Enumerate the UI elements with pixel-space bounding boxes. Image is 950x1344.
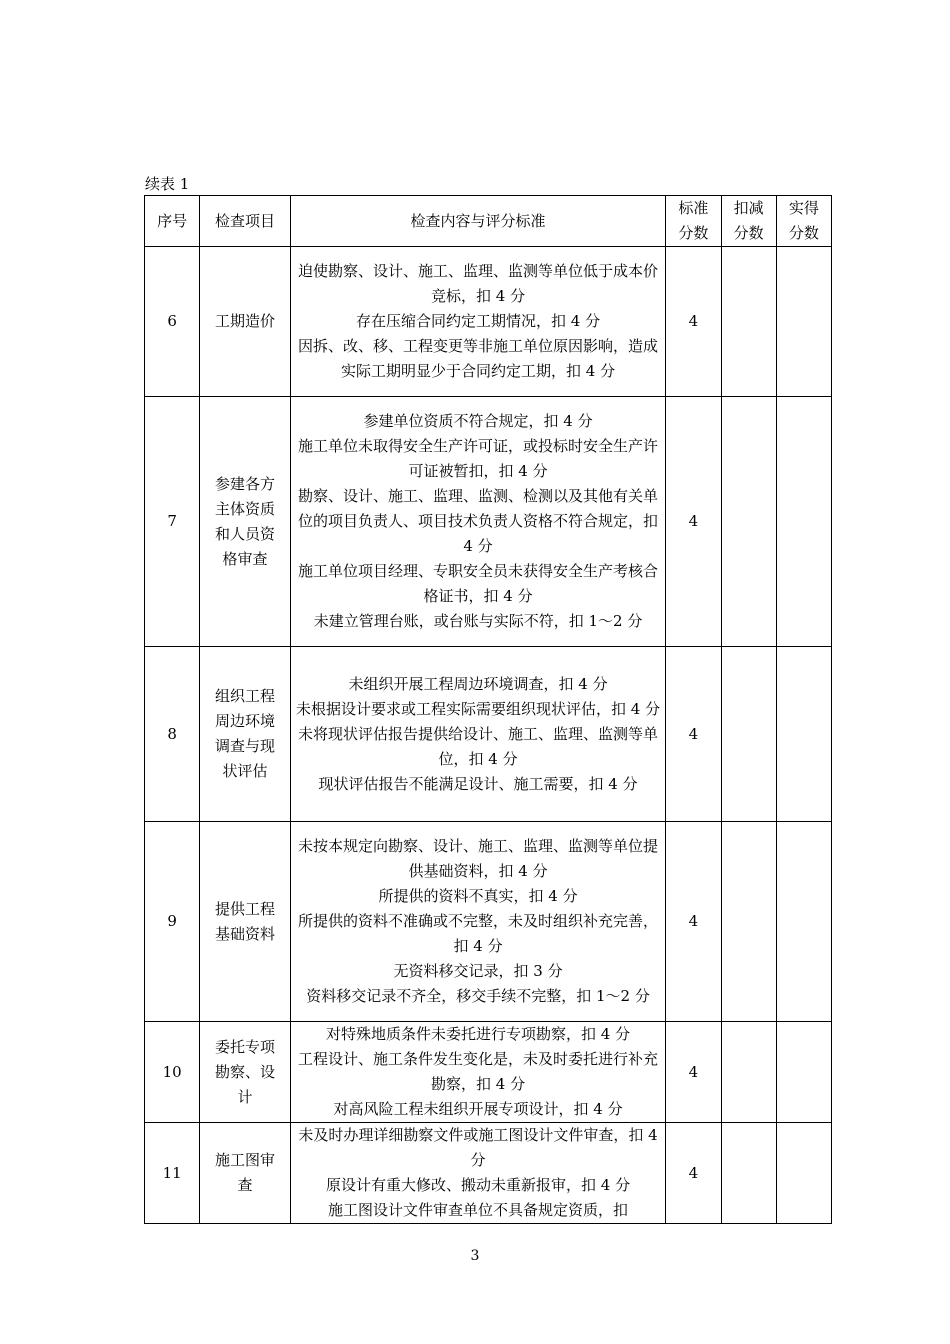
row-standard-score: 4 (666, 1123, 721, 1224)
row-deduct-score (721, 1123, 776, 1224)
header-actual-score (776, 196, 831, 247)
header-deduct-score (721, 196, 776, 247)
row-content (290, 397, 666, 647)
row-standard-score: 4 (666, 247, 721, 397)
row-actual-score (776, 397, 831, 647)
row-no: 11 (145, 1123, 200, 1224)
content-line: 施工单位未取得安全生产许可证，或投标时安全生产许可证被暂扣，扣 4 分 (298, 437, 659, 480)
header-deduct-l1: 扣减 (733, 199, 764, 217)
table-row (145, 1123, 832, 1224)
table-row (145, 647, 832, 822)
content-line: 无资料移交记录，扣 3 分 (393, 962, 563, 980)
row-deduct-score (721, 822, 776, 1022)
table-row (145, 1022, 832, 1123)
table-caption: 续表 1 (145, 175, 190, 193)
header-actual-l1: 实得 (788, 199, 819, 217)
row-item-text: 委托专项勘察、设计 (214, 1037, 275, 1106)
table-row (145, 247, 832, 397)
header-item: 检查项目 (200, 196, 291, 247)
header-actual-l2: 分数 (788, 224, 819, 242)
header-standard-score (666, 196, 721, 247)
row-content (290, 1022, 666, 1123)
header-no: 序号 (145, 196, 200, 247)
row-deduct-score (721, 397, 776, 647)
row-item (200, 1123, 291, 1224)
row-item-text: 参建各方主体资质和人员资格审查 (214, 474, 275, 568)
row-deduct-score (721, 1022, 776, 1123)
content-line: 对特殊地质条件未委托进行专项勘察，扣 4 分 (325, 1025, 631, 1043)
content-line: 原设计有重大修改、搬动未重新报审，扣 4 分 (325, 1176, 631, 1194)
row-standard-score: 4 (666, 822, 721, 1022)
content-line: 工程设计、施工条件发生变化是，未及时委托进行补充勘察，扣 4 分 (298, 1050, 659, 1093)
table-row (145, 397, 832, 647)
content-line: 未建立管理台账，或台账与实际不符，扣 1～2 分 (313, 612, 643, 630)
inspection-table (144, 195, 832, 1224)
row-content (290, 247, 666, 397)
row-actual-score (776, 822, 831, 1022)
row-item (200, 647, 291, 822)
content-line: 所提供的资料不真实，扣 4 分 (378, 887, 578, 905)
row-item (200, 822, 291, 1022)
row-no: 7 (145, 397, 200, 647)
row-standard-score: 4 (666, 647, 721, 822)
row-item-text: 工期造价 (214, 312, 275, 330)
row-deduct-score (721, 647, 776, 822)
row-no: 6 (145, 247, 200, 397)
row-item-text: 提供工程基础资料 (214, 899, 275, 943)
header-standard-l2: 分数 (678, 224, 709, 242)
row-actual-score (776, 247, 831, 397)
row-item (200, 1022, 291, 1123)
row-item (200, 397, 291, 647)
row-actual-score (776, 647, 831, 822)
row-item-text: 施工图审查 (214, 1151, 275, 1194)
content-line: 迫使勘察、设计、施工、监理、监测等单位低于成本价竞标，扣 4 分 (298, 262, 659, 305)
content-line: 施工单位项目经理、专职安全员未获得安全生产考核合格证书，扣 4 分 (298, 562, 659, 605)
content-line: 未根据设计要求或工程实际需要组织现状评估，扣 4 分 (295, 699, 661, 718)
row-no: 9 (145, 822, 200, 1022)
content-line: 未组织开展工程周边环境调查，扣 4 分 (348, 674, 608, 693)
content-line: 对高风险工程未组织开展专项设计，扣 4 分 (333, 1100, 623, 1118)
row-no: 8 (145, 647, 200, 822)
row-content (290, 822, 666, 1022)
content-line: 未及时办理详细勘察文件或施工图设计文件审查，扣 4 分 (298, 1126, 658, 1169)
row-content (290, 1123, 666, 1224)
row-actual-score (776, 1123, 831, 1224)
content-line: 现状评估报告不能满足设计、施工需要，扣 4 分 (318, 774, 638, 793)
content-line: 资料移交记录不齐全，移交手续不完整，扣 1～2 分 (306, 987, 650, 1005)
row-no: 10 (145, 1022, 200, 1123)
content-line: 参建单位资质不符合规定，扣 4 分 (363, 412, 593, 430)
header-content: 检查内容与评分标准 (290, 196, 666, 247)
row-item (200, 247, 291, 397)
header-deduct-l2: 分数 (733, 224, 764, 242)
row-deduct-score (721, 247, 776, 397)
row-item-text: 组织工程周边环境调查与现状评估 (214, 687, 275, 780)
row-standard-score: 4 (666, 1022, 721, 1123)
row-actual-score (776, 1022, 831, 1123)
content-line: 未将现状评估报告提供给设计、施工、监理、监测等单位，扣 4 分 (298, 724, 659, 768)
header-standard-l1: 标准 (678, 199, 709, 217)
row-standard-score: 4 (666, 397, 721, 647)
content-line: 存在压缩合同约定工期情况，扣 4 分 (355, 312, 601, 330)
content-line: 施工图设计文件审查单位不具备规定资质，扣 (328, 1201, 629, 1219)
content-line: 未按本规定向勘察、设计、施工、监理、监测等单位提供基础资料，扣 4 分 (298, 837, 659, 880)
row-content (290, 647, 666, 822)
table-row (145, 822, 832, 1022)
page-number: 3 (470, 1248, 480, 1264)
content-line: 勘察、设计、施工、监理、监测、检测以及其他有关单位的项目负责人、项目技术负责人资格不符合规定，扣 4 分 (298, 487, 659, 555)
content-line: 所提供的资料不准确或不完整，未及时组织补充完善，扣 4 分 (298, 912, 659, 955)
content-line: 因拆、改、移、工程变更等非施工单位原因影响，造成实际工期明显少于合同约定工期，扣 4 分 (298, 337, 659, 380)
